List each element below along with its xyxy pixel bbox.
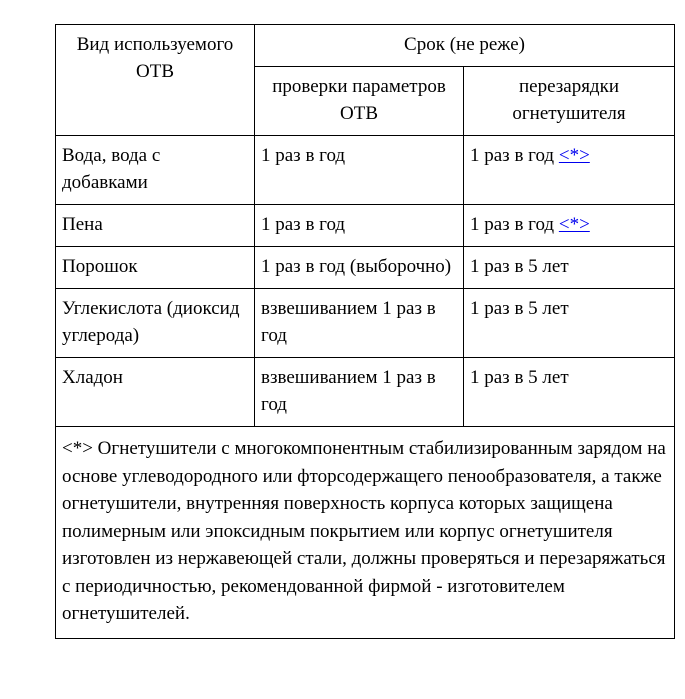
recharge-period-cell xyxy=(464,205,675,247)
agent-type-cell: Пена xyxy=(56,205,255,247)
check-period-cell: 1 раз в год xyxy=(255,205,464,247)
recharge-period-cell: 1 раз в 5 лет xyxy=(464,289,675,358)
header-recharge-cell: перезарядки огнетушителя xyxy=(464,67,675,136)
document xyxy=(55,24,675,639)
table-row xyxy=(56,205,675,247)
recharge-text: 1 раз в год xyxy=(470,214,555,235)
table-row xyxy=(56,136,675,205)
footnote-row xyxy=(56,427,675,639)
footnote-text: <*> Огнетушители с многокомпонентным стабилизированным зарядом на основе углеводородного или фторсодержащего пенообразователя, а также огнетушители, внутренняя поверхность корпуса которых защищена полимерным или эпоксидным покрытием или корпус огнетушителя изготовлен из нержавеющей стали, должны проверяться и перезаряжаться с периодичностью, рекомендованной фирмой - изготовителем огнетушителей. xyxy=(56,427,675,639)
agent-type-cell: Вода, вода с добавками xyxy=(56,136,255,205)
check-period-cell: взвешиванием 1 раз в год xyxy=(255,289,464,358)
agent-type-cell: Углекислота (диоксид углерода) xyxy=(56,289,255,358)
table-row xyxy=(56,289,675,358)
check-period-cell: взвешиванием 1 раз в год xyxy=(255,358,464,427)
table-row xyxy=(56,247,675,289)
header-period-cell: Срок (не реже) xyxy=(255,25,675,67)
footnote-link[interactable]: <*> xyxy=(558,145,590,166)
recharge-period-cell: 1 раз в 5 лет xyxy=(464,358,675,427)
header-type-cell: Вид используемого ОТВ xyxy=(56,25,255,136)
recharge-period-cell xyxy=(464,136,675,205)
check-period-cell: 1 раз в год xyxy=(255,136,464,205)
recharge-text: 1 раз в год xyxy=(470,145,555,166)
check-period-cell: 1 раз в год (выборочно) xyxy=(255,247,464,289)
footnote-link[interactable]: <*> xyxy=(558,214,590,235)
header-row xyxy=(56,25,675,67)
inspection-table xyxy=(55,24,675,639)
agent-type-cell: Порошок xyxy=(56,247,255,289)
recharge-period-cell: 1 раз в 5 лет xyxy=(464,247,675,289)
table-row xyxy=(56,358,675,427)
header-check-cell: проверки параметров ОТВ xyxy=(255,67,464,136)
agent-type-cell: Хладон xyxy=(56,358,255,427)
